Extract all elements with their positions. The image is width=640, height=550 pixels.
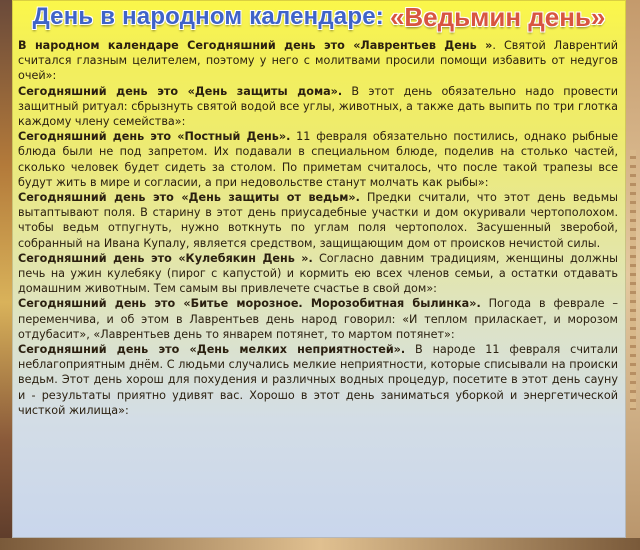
paragraph-kulebyaka-day [18,251,618,297]
title-accent: «Ведьмин день» [389,1,606,32]
paragraph-heading: Сегодняшний день это «День защиты от ведьм». [18,191,360,205]
paragraph-frost-beating [18,296,618,342]
paragraph-body: В этот день обязательно надо провести защитный ритуал: сбрызнуть святой водой все углы, животных, а также дать выпить по три глотка каждому члену семейства»: [18,84,618,129]
paragraph-body: Погода в феврале – переменчива, и об этом в Лаврентьев день народ говорил: «И теплом приласкает, и морозом отдубасит», «Лаврентьев день то январем потянет, то мартом потянет»: [18,297,618,341]
paragraph-witch-protection [18,190,618,251]
paragraph-body: Согласно давним традициям, женщины должны печь на ужин кулебяку (пирог с капустой) и кормить ею всех членов семьи, а остатки отдавать домашним животным. Тем самым вы привлечете счастье в свой дом»: [18,251,618,296]
paragraph-fasting-day [18,129,618,190]
paragraph-home-protection [18,84,618,130]
paragraph-heading: В народном календаре Сегодняшний день это «Лаврентьев День » [18,39,493,52]
paragraph-heading: Сегодняшний день это «День защиты дома». [18,84,343,98]
paragraph-heading: Сегодняшний день это «Битье морозное. Морозобитная былинка». [18,297,481,311]
title-main: День в народном календаре: [32,3,384,30]
paragraph-body: Предки считали, что этот день ведьмы вытаптывают поля. В старину в этот день приусадебные участки и дом окуривали чертополохом. чтобы ведьм отпугнуть, нужно воткнуть по углам поля чертополох. Засушенный зверобой, собранный на Ивана Купалу, является средством, защищающим дом от происков нечистой силы. [18,191,618,250]
paragraph-body: 11 февраля обязательно постились, однако рыбные блюда были не под запретом. Их подавали в специальном блюде, поделив на столько частей, сколько человек будет сидеть за столом. По приметам считалось, что после такой трапезы все будут жить в мире и согласии, а при недовольстве станут молчать как рыбы»: [18,130,618,189]
paragraph-small-troubles [18,342,618,418]
paragraph-body: В народе 11 февраля считали неблагоприятным днём. С людьми случались мелкие неприятности, которые списывали на происки ведьм. Этот день хорош для похудения и различных водных процедур, посетите в этот день сауну и - результаты приятно удивят вас. Хорошо в этот день заниматься уборкой и энергетической чисткой жилища»: [18,343,618,417]
article-text [18,38,618,534]
paragraph-heading: Сегодняшний день это «Кулебякин День ». [18,251,313,265]
paragraph-body: . Святой Лаврентий считался глазным целителем, поэтому у него с молитвами просили помощи избавить от недугов очей»: [18,39,618,83]
right-decorative-border [626,0,640,550]
left-decorative-border [0,0,12,550]
paragraph-heading: Сегодняшний день это «Постный День». [18,130,291,144]
paragraph-lavrentiev-day [18,38,618,84]
content-panel [12,0,626,538]
bottom-decorative-border [0,538,640,550]
page-title [12,2,626,32]
paragraph-heading: Сегодняшний день это «День мелких неприятностей». [18,343,406,357]
